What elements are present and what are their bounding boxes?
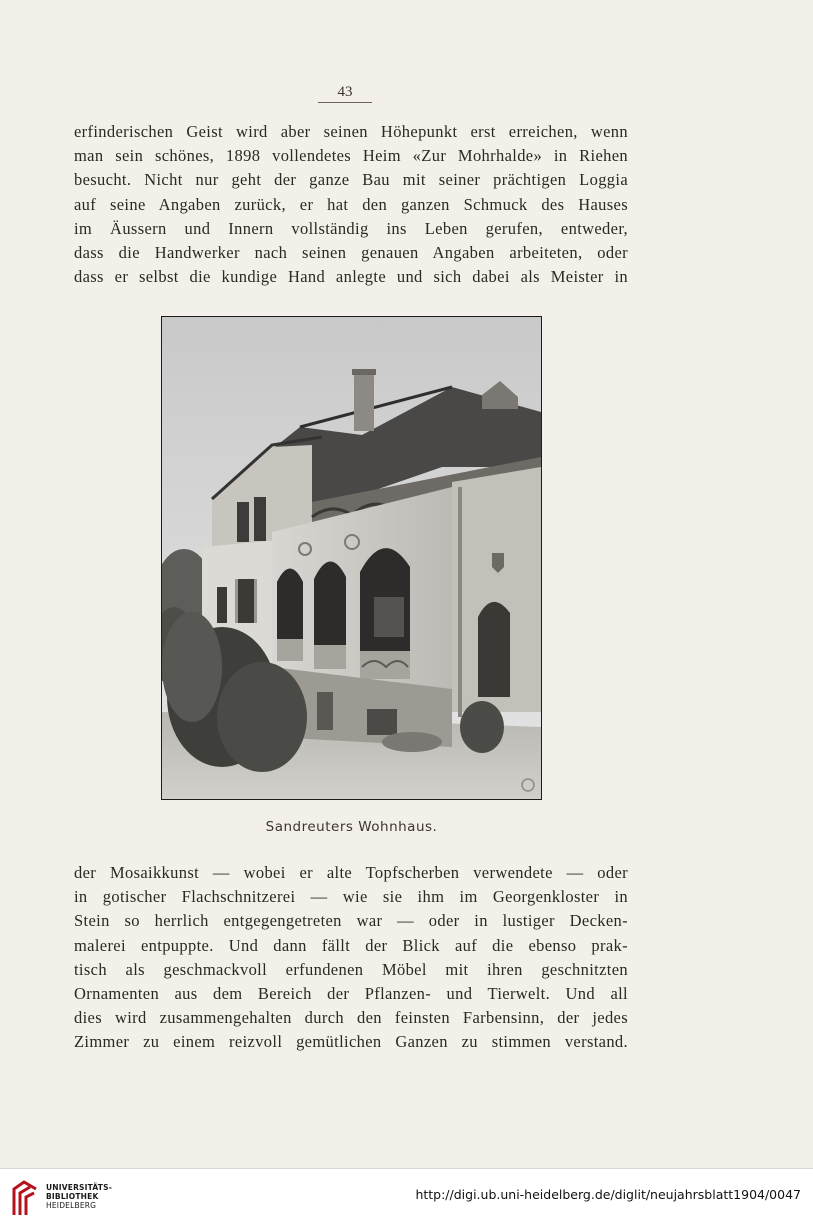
logo-line: BIBLIOTHEK (46, 1192, 99, 1201)
house-photo-illustration (162, 317, 541, 799)
text-line: in gotischer Flachschnitzerei — wie sie ihm im Georgenkloster in (74, 887, 628, 907)
page-number: 43 (318, 84, 372, 103)
text-line: auf seine Angaben zurück, er hat den ganzen Schmuck des Hauses (74, 194, 628, 214)
text-line: dies wird zusammengehalten durch den feinsten Farbensinn, der jedes (74, 1008, 628, 1028)
text-line: man sein schönes, 1898 vollendetes Heim «Zur Mohrhalde» in Riehen (74, 146, 628, 166)
university-library-logo-text[interactable] (46, 1183, 112, 1210)
permalink-url[interactable]: http://digi.ub.uni-heidelberg.de/diglit/neujahrsblatt1904/0047 (415, 1187, 801, 1202)
text-line: erfinderischen Geist wird aber seinen Höhepunkt erst erreichen, wenn (74, 122, 628, 141)
photo-caption: Sandreuters Wohnhaus. (265, 819, 438, 835)
paragraph-bottom (74, 861, 628, 1055)
text-line: dass die Handwerker nach seinen genauen Angaben arbeiteten, oder (74, 243, 628, 263)
paragraph-top (74, 120, 628, 289)
text-line: der Mosaikkunst — wobei er alte Topfscherben verwendete — oder (74, 863, 628, 882)
logo-line: UNIVERSITÄTS- (46, 1183, 113, 1192)
logo-line: HEIDELBERG (46, 1201, 97, 1210)
text-line: Ornamenten aus dem Bereich der Pflanzen- und Tierwelt. Und all (74, 984, 628, 1004)
text-line: besucht. Nicht nur geht der ganze Bau mit seiner prächtigen Loggia (74, 170, 628, 190)
text-line: tisch als geschmackvoll erfundenen Möbel mit ihren geschnitzten (74, 959, 628, 979)
text-line: Zimmer zu einem reizvoll gemütlichen Ganzen zu stimmen verstand. (74, 1032, 628, 1052)
text-line: malerei entpuppte. Und dann fällt der Blick auf die ebenso prak- (74, 935, 628, 955)
text-line: im Äussern und Innern vollständig ins Leben gerufen, entweder, (74, 218, 628, 238)
university-library-logo-icon[interactable] (10, 1179, 40, 1217)
house-photograph (161, 316, 542, 800)
text-line: dass er selbst die kundige Hand anlegte und sich dabei als Meister in (74, 267, 628, 287)
text-line: Stein so herrlich entgegengetreten war — oder in lustiger Decken- (74, 911, 628, 931)
digitization-footer (0, 1168, 813, 1227)
